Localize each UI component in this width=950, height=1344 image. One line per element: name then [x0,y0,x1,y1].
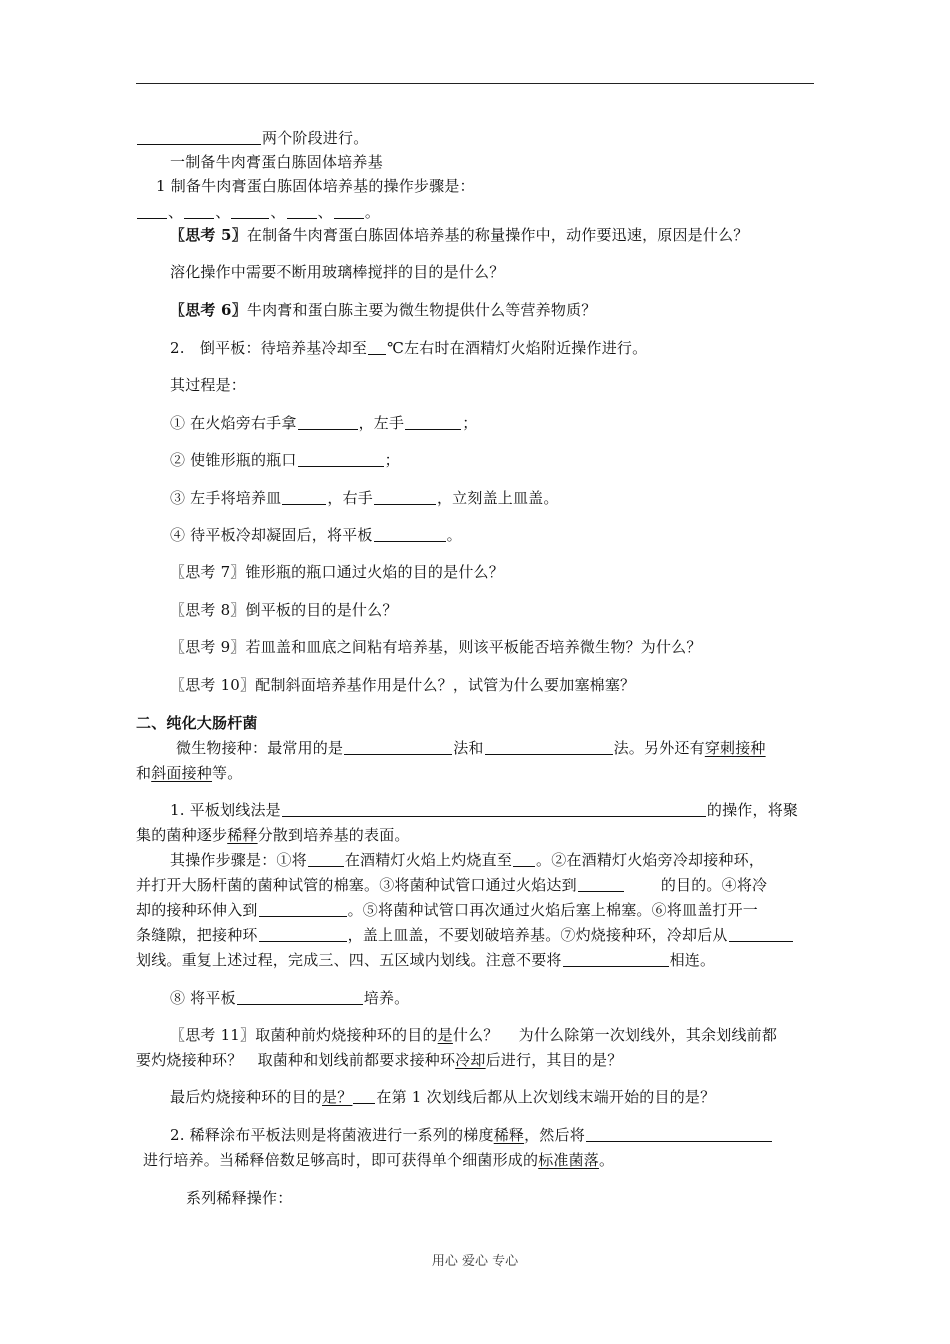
text-line: ④ 待平板冷却凝固后，将平板 。 [170,526,462,544]
fill-blank [231,203,269,219]
fill-blank [237,989,363,1005]
text-line: 最后灼烧接种环的目的是？ 在第 1 次划线后都从上次划线末端开始的目的是？ [170,1088,716,1106]
text-line: 和斜面接种等。 [136,764,243,782]
text-line: 〖思考 5〗在制备牛肉膏蛋白胨固体培养基的称量操作中，动作要迅速，原因是什么？ [170,226,749,244]
page-footer: 用心 爱心 专心 [431,1254,519,1269]
text-line: 〖思考 8〗倒平板的目的是什么？ [170,601,398,619]
text-line: 系列稀释操作： [186,1189,293,1207]
text-line: ① 在火焰旁右手拿 ，左手 ； [170,414,478,432]
fill-blank [282,801,706,817]
text-line: 〖思考 11〗取菌种前灼烧接种环的目的是什么？ 为什么除第一次划线外，其余划线前都 [170,1026,778,1044]
text-line: 〖思考 10〗配制斜面培养基作用是什么？，试管为什么要加塞棉塞？ [170,676,636,694]
fill-blank [563,951,669,967]
text-line: 2. 倒平板：待培养基冷却至 ℃左右时在酒精灯火焰附近操作进行。 [170,339,648,357]
text-line: 条缝隙，把接种环 ，盖上皿盖，不要划破培养基。⑦灼烧接种环，冷却后从 [136,925,794,945]
text-line: 1. 平板划线法是 的操作，将聚 [170,801,799,819]
header-rule [136,83,814,84]
text-line: 溶化操作中需要不断用玻璃棒搅拌的目的是什么？ [170,263,505,281]
text-line: 其过程是： [170,376,247,394]
fill-blank [298,451,384,467]
fill-blank [184,203,214,219]
text-line: 进行培养。当稀释倍数足够高时，即可获得单个细菌形成的标准菌落。 [143,1151,615,1169]
fill-blank [308,851,344,867]
fill-blank [729,926,793,942]
text-line: 其操作步骤是：①将 在酒精灯火焰上灼烧直至 。②在酒精灯火焰旁冷却接种环， [170,851,765,869]
fill-blank [298,414,358,430]
text-line: 1 制备牛肉膏蛋白胨固体培养基的操作步骤是： [156,177,475,195]
text-line: 〖思考 7〗锥形瓶的瓶口通过火焰的目的是什么？ [170,563,504,581]
fill-blank [137,203,167,219]
fill-blank [287,203,317,219]
text-line: 集的菌种逐步稀释分散到培养基的表面。 [136,826,410,844]
fill-blank [374,489,436,505]
fill-blank [368,339,386,355]
fill-blank [259,901,347,917]
text-line: 要灼烧接种环？ 取菌种和划线前都要求接种环冷却后进行，其目的是？ [136,1051,623,1069]
fill-blank [578,876,624,892]
text-line: 〖思考 6〗牛肉膏和蛋白胨主要为微生物提供什么等营养物质？ [170,301,597,319]
text-line: 两个阶段进行。 [136,128,368,148]
text-line: 却的接种环伸入到 。⑤将菌种试管口再次通过火焰后塞上棉塞。⑥将皿盖打开一 [136,901,759,919]
fill-blank [344,739,452,755]
text-line: 划线。重复上述过程，完成三、四、五区域内划线。注意不要将 相连。 [136,951,716,969]
text-line: 一制备牛肉膏蛋白胨固体培养基 [170,153,383,171]
text-line: 2. 稀释涂布平板法则是将菌液进行一系列的梯度稀释，然后将 [170,1125,773,1145]
text-line: ⑧ 将平板 培养。 [170,989,410,1007]
text-line: 、 、 、 、 。 [136,202,380,222]
fill-blank [353,1088,375,1104]
fill-blank [586,1126,772,1142]
text-line: ③ 左手将培养皿 ，右手 ，立刻盖上皿盖。 [170,489,559,507]
fill-blank [282,489,326,505]
text-line: 并打开大肠杆菌的菌种试管的棉塞。③将菌种试管口通过火焰达到 的目的。④将冷 [136,876,768,894]
fill-blank [405,414,461,430]
fill-blank [259,926,347,942]
text-line: 〖思考 9〗若皿盖和皿底之间粘有培养基，则该平板能否培养微生物？为什么？ [170,638,702,656]
section-heading: 二、纯化大肠杆菌 [136,714,258,732]
fill-blank [513,851,535,867]
fill-blank [485,739,613,755]
fill-blank [334,203,364,219]
fill-blank [374,526,446,542]
text-line: 微生物接种：最常用的是 法和 法。另外还有穿刺接种 [176,739,766,757]
fill-blank [137,129,261,145]
text-line: ② 使锥形瓶的瓶口 ； [170,451,400,469]
